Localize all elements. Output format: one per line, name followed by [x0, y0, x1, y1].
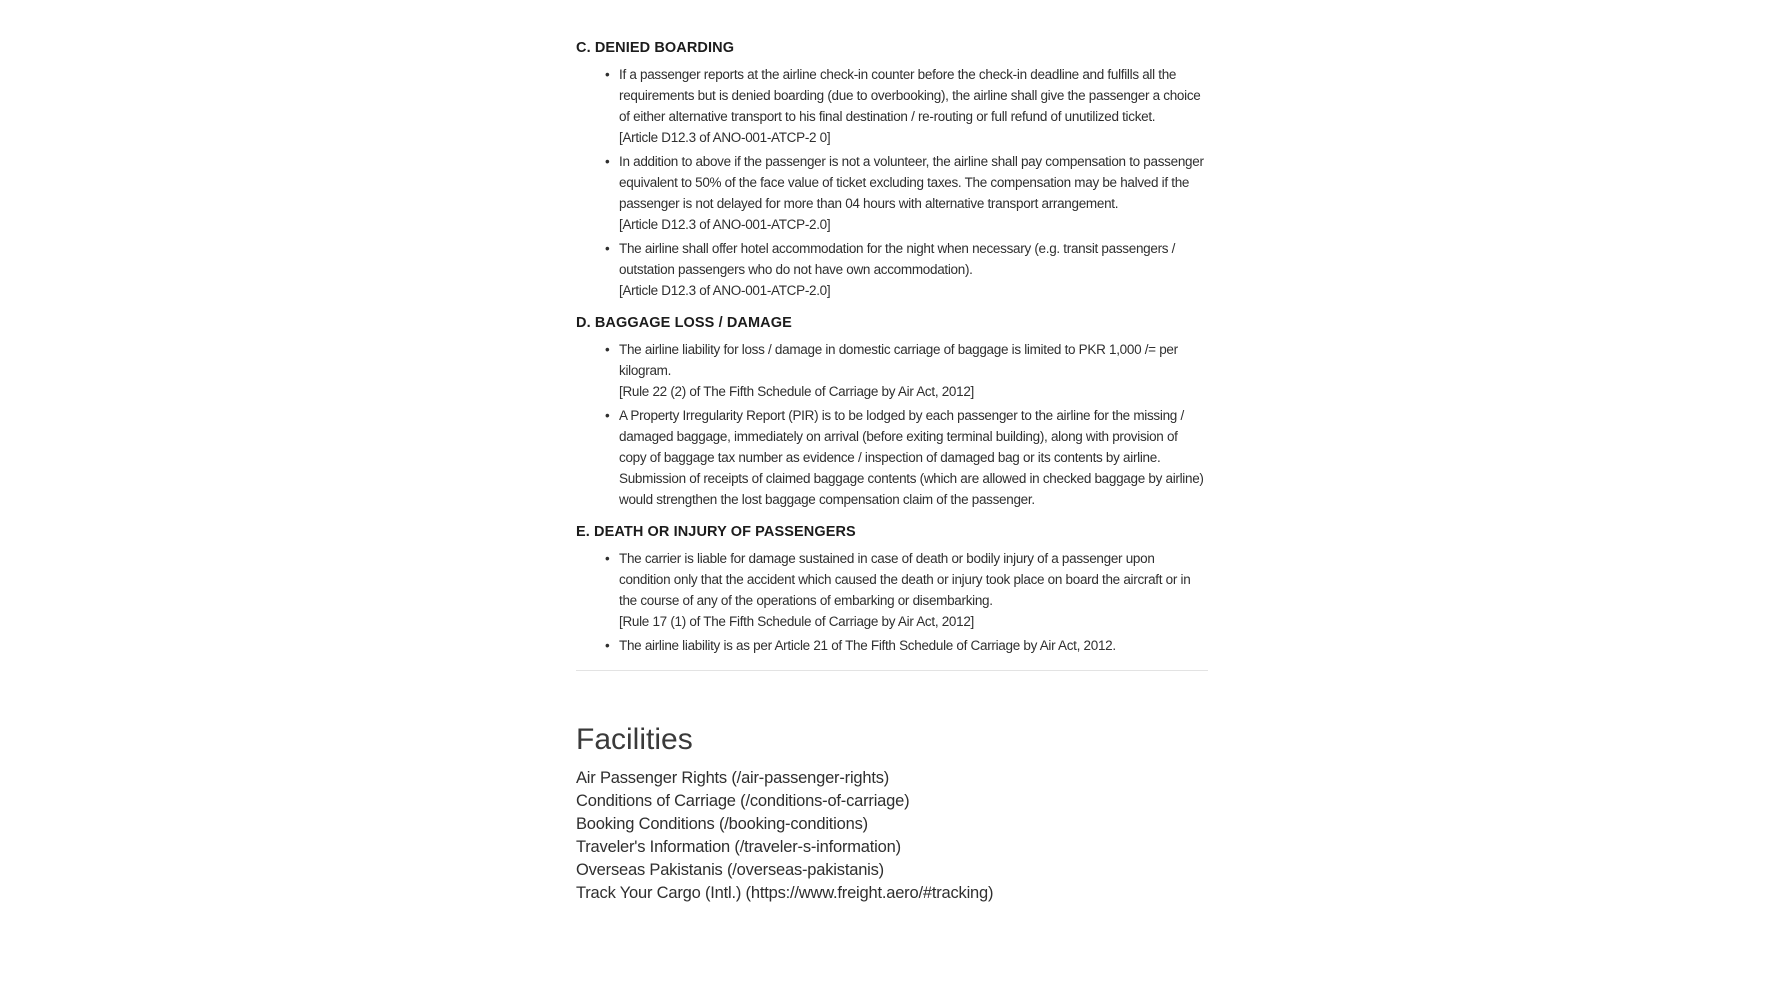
bullet-text: A Property Irregularity Report (PIR) is to be lodged by each passenger to the airline for the missing / damaged baggage, immediately on arrival (before exiting terminal building), along with provision of copy of baggage tax number as evidence / inspection of damaged bag or its contents by airline. Submission of receipts of claimed baggage contents (which are allowed in checked baggage by airline) would strengthen the lost baggage compensation claim of the passenger.: [619, 408, 1204, 507]
bullet-item: [576, 64, 1208, 148]
section-denied-boarding: [576, 40, 1208, 301]
bullet-item: [576, 151, 1208, 235]
bullet-text: The airline liability for loss / damage in domestic carriage of baggage is limited to PKR 1,000 /= per kilogram.: [619, 342, 1178, 378]
divider: [576, 670, 1208, 671]
facility-link-url: (/overseas-pakistanis): [726, 861, 884, 879]
bullet-list: [576, 64, 1208, 301]
facility-link-air-passenger-rights[interactable]: [576, 767, 1208, 790]
facility-link-url: (https://www.freight.aero/#tracking): [745, 884, 994, 902]
bullet-list: [576, 548, 1208, 656]
facility-link-conditions-of-carriage[interactable]: [576, 790, 1208, 813]
content-column: [576, 40, 1208, 905]
bullet-citation: [Rule 17 (1) of The Fifth Schedule of Carriage by Air Act, 2012]: [619, 614, 975, 629]
bullet-citation: [Article D12.3 of ANO-001-ATCP-2.0]: [619, 217, 831, 232]
section-death-or-injury: [576, 524, 1208, 656]
facility-link-label: Traveler's Information: [576, 838, 731, 856]
bullet-item: [576, 238, 1208, 301]
section-heading-denied-boarding: C. DENIED BOARDING: [576, 40, 735, 56]
facilities-title: Facilities: [576, 723, 693, 756]
bullet-item: [576, 405, 1208, 510]
bullet-list: [576, 339, 1208, 510]
bullet-text: The airline liability is as per Article 21 of The Fifth Schedule of Carriage by Air Act, 2012.: [619, 638, 1116, 653]
facility-link-label: Booking Conditions: [576, 815, 715, 833]
bullet-item: [576, 339, 1208, 402]
facility-link-label: Overseas Pakistanis: [576, 861, 723, 879]
bullet-text: If a passenger reports at the airline check-in counter before the check-in deadline and fulfills all the requirements but is denied boarding (due to overbooking), the airline shall give the passenger a choice of either alternative transport to his final destination / re-routing or full refund of unutilized ticket.: [619, 67, 1201, 124]
facility-link-label: Conditions of Carriage: [576, 792, 736, 810]
facilities-links: [576, 767, 1208, 905]
bullet-item: [576, 548, 1208, 632]
facility-link-url: (/traveler-s-information): [734, 838, 901, 856]
bullet-text: The carrier is liable for damage sustained in case of death or bodily injury of a passenger upon condition only that the accident which caused the death or injury took place on board the aircraft or in the course of any of the operations of embarking or disembarking.: [619, 551, 1191, 608]
facility-link-url: (/air-passenger-rights): [731, 769, 890, 787]
facility-link-label: Track Your Cargo (Intl.): [576, 884, 742, 902]
facility-link-label: Air Passenger Rights: [576, 769, 727, 787]
bullet-text: The airline shall offer hotel accommodation for the night when necessary (e.g. transit passengers / outstation passengers who do not have own accommodation).: [619, 241, 1176, 277]
facility-link-url: (/booking-conditions): [718, 815, 868, 833]
facility-link-booking-conditions[interactable]: [576, 813, 1208, 836]
section-heading-baggage-loss-damage: D. BAGGAGE LOSS / DAMAGE: [576, 315, 792, 331]
bullet-item: [576, 635, 1208, 656]
facility-link-track-your-cargo[interactable]: [576, 882, 1208, 905]
facility-link-travelers-information[interactable]: [576, 836, 1208, 859]
facility-link-url: (/conditions-of-carriage): [740, 792, 910, 810]
section-heading-death-or-injury: E. DEATH OR INJURY OF PASSENGERS: [576, 524, 856, 540]
section-baggage-loss-damage: [576, 315, 1208, 510]
bullet-text: In addition to above if the passenger is not a volunteer, the airline shall pay compensation to passenger equivalent to 50% of the face value of ticket excluding taxes. The compensation may be halved if the passenger is not delayed for more than 04 hours with alternative transport arrangement.: [619, 154, 1204, 211]
bullet-citation: [Article D12.3 of ANO-001-ATCP-2.0]: [619, 283, 831, 298]
bullet-citation: [Rule 22 (2) of The Fifth Schedule of Carriage by Air Act, 2012]: [619, 384, 975, 399]
facility-link-overseas-pakistanis[interactable]: [576, 859, 1208, 882]
bullet-citation: [Article D12.3 of ANO-001-ATCP-2 0]: [619, 130, 831, 145]
